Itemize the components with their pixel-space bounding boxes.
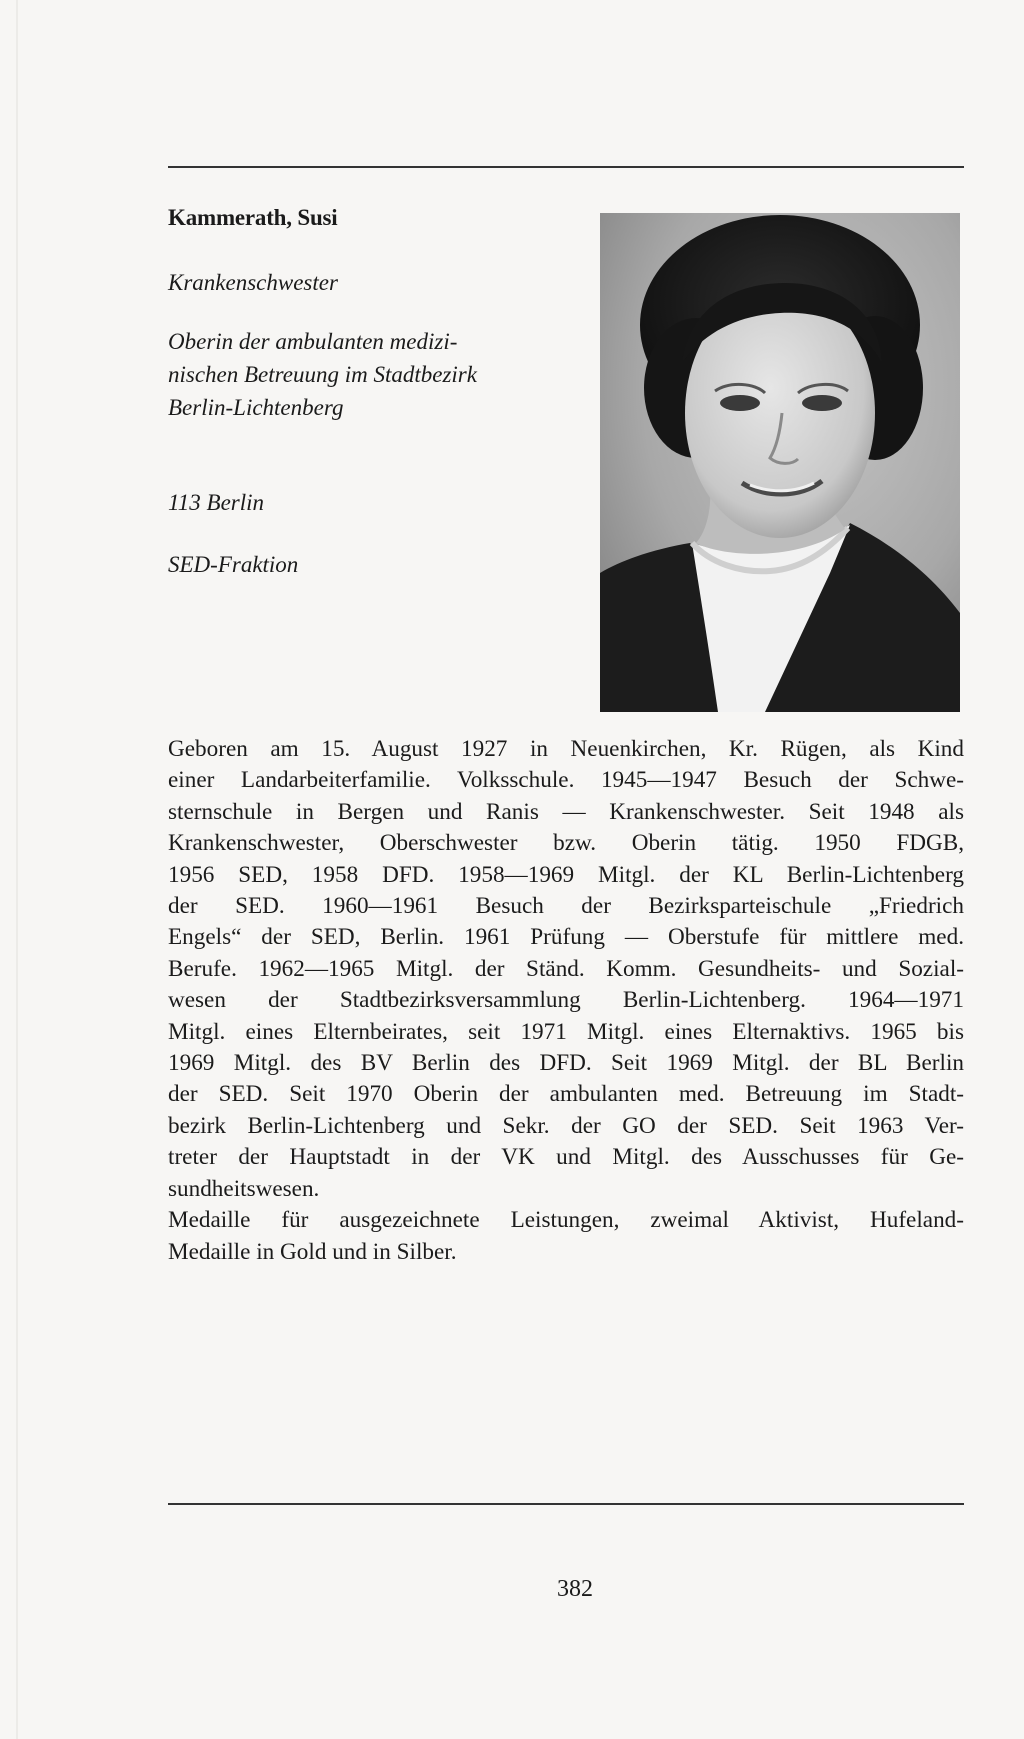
- biography-line: Medaille in Gold und in Silber.: [168, 1238, 457, 1265]
- biography-line: der SED. Seit 1970 Oberin der ambulanten med. Betreuung im Stadt-: [168, 1081, 964, 1108]
- page-number: 382: [557, 1576, 593, 1602]
- place: 113 Berlin: [168, 490, 265, 515]
- top-rule: [168, 166, 964, 168]
- biography-line: Krankenschwester, Oberschwester bzw. Oberin tätig. 1950 FDGB,: [168, 830, 964, 857]
- biography-line: Mitgl. eines Elternbeirates, seit 1971 Mitgl. eines Elternaktivs. 1965 bis: [168, 1018, 964, 1045]
- page-edge: [16, 0, 18, 1739]
- position-line: Oberin der ambulanten medizi-: [168, 329, 458, 354]
- biography: [168, 734, 964, 1268]
- biography-line: Engels“ der SED, Berlin. 1961 Prüfung — Oberstufe für mittlere med.: [168, 924, 964, 951]
- biography-line: Berufe. 1962—1965 Mitgl. der Ständ. Komm. Gesundheits- und Sozial-: [168, 955, 964, 982]
- biography-line: sundheitswesen.: [168, 1175, 320, 1202]
- faction: SED-Fraktion: [168, 552, 299, 577]
- portrait-photo: [600, 213, 960, 712]
- position-line: nischen Betreuung im Stadtbezirk: [168, 362, 477, 387]
- biography-line: Medaille für ausgezeichnete Leistungen, zweimal Aktivist, Hufeland-: [168, 1207, 964, 1234]
- biography-line: treter der Hauptstadt in der VK und Mitgl. des Ausschusses für Ge-: [168, 1144, 964, 1171]
- biography-line: Geboren am 15. August 1927 in Neuenkirchen, Kr. Rügen, als Kind: [168, 736, 964, 762]
- biography-line: 1969 Mitgl. des BV Berlin des DFD. Seit 1969 Mitgl. der BL Berlin: [168, 1050, 964, 1077]
- bottom-rule: [168, 1503, 964, 1505]
- profession: Krankenschwester: [168, 270, 338, 295]
- biography-line: der SED. 1960—1961 Besuch der Bezirksparteischule „Friedrich: [168, 893, 964, 920]
- position-line: Berlin-Lichtenberg: [168, 395, 344, 420]
- person-name: Kammerath, Susi: [168, 205, 338, 230]
- position-title: [168, 325, 568, 424]
- biography-line: einer Landarbeiterfamilie. Volksschule. 1945—1947 Besuch der Schwe-: [168, 767, 964, 794]
- biography-line: sternschule in Bergen und Ranis — Krankenschwester. Seit 1948 als: [168, 798, 964, 825]
- biography-line: bezirk Berlin-Lichtenberg und Sekr. der GO der SED. Seit 1963 Ver-: [168, 1112, 964, 1139]
- biography-line: 1956 SED, 1958 DFD. 1958—1969 Mitgl. der KL Berlin-Lichtenberg: [168, 861, 964, 888]
- biography-line: wesen der Stadtbezirksversammlung Berlin-Lichtenberg. 1964—1971: [168, 987, 964, 1014]
